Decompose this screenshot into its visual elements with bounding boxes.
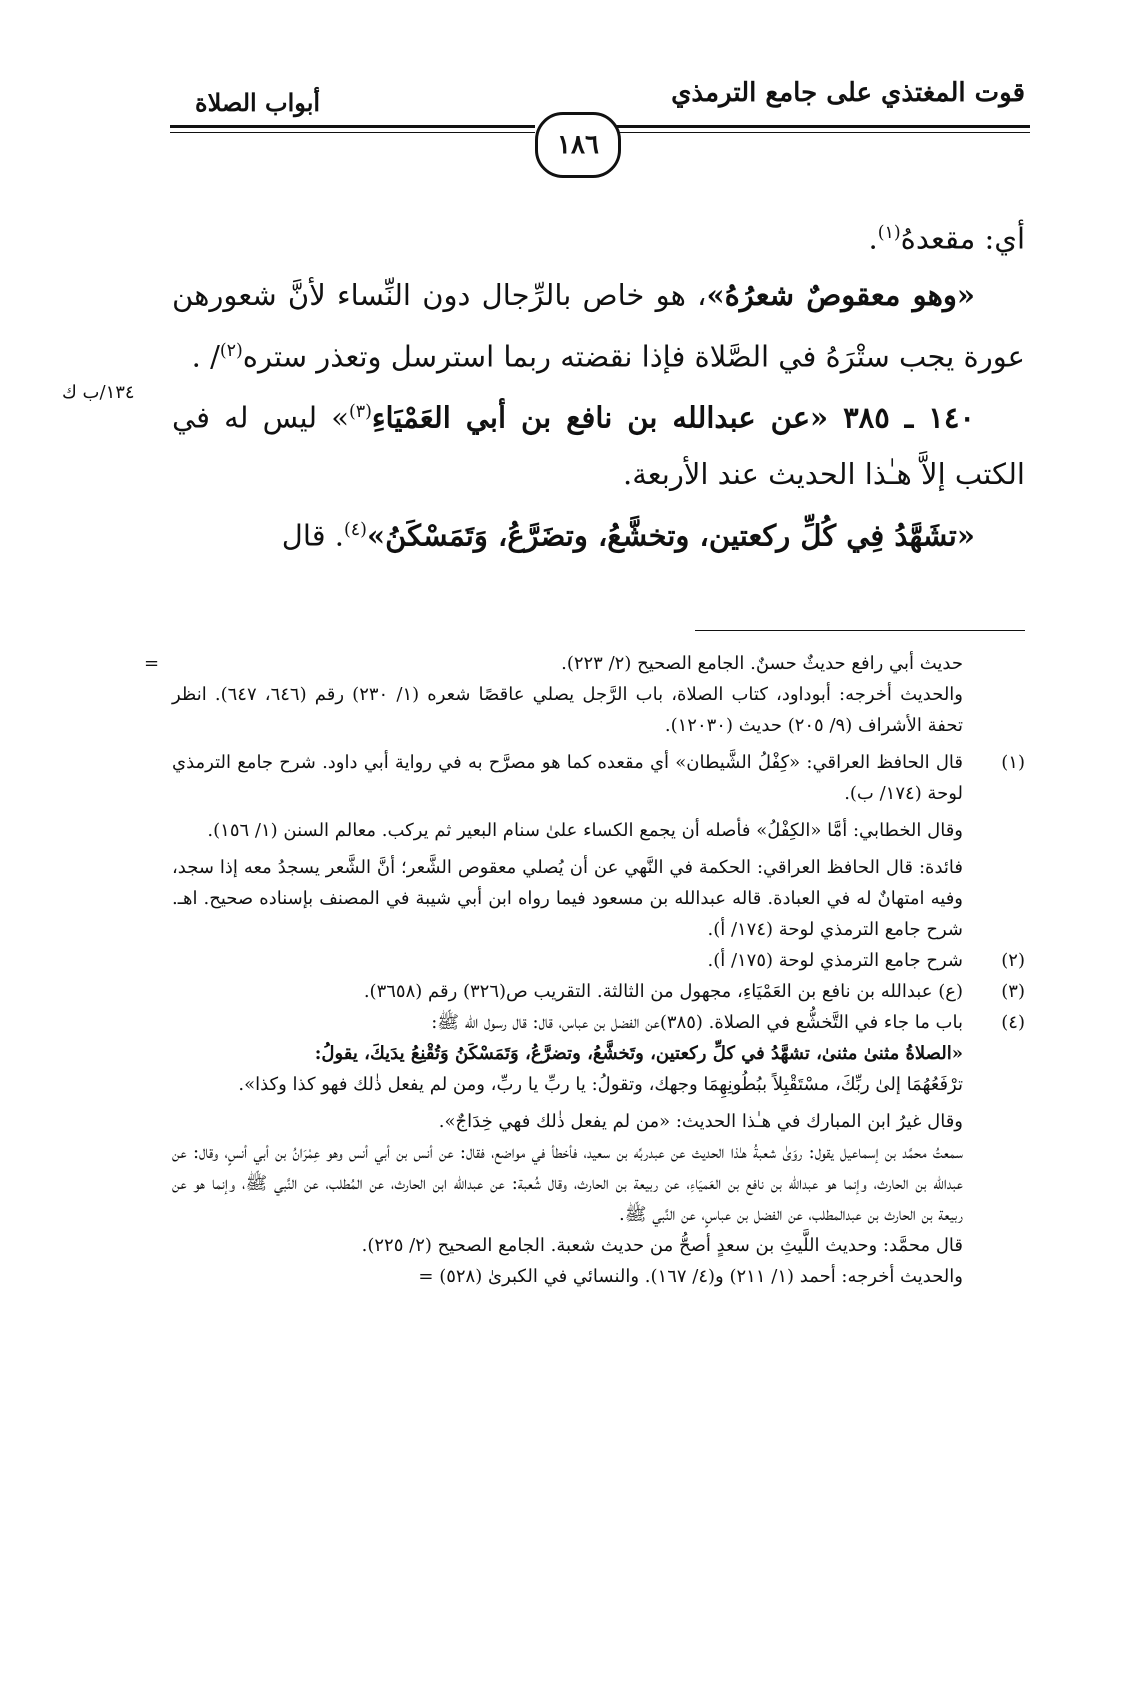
footnote-ref-3: (٣) (348, 402, 372, 423)
header-rule-right-thin (600, 132, 1030, 133)
footnotes (144, 648, 1025, 1292)
footnote-separator (695, 630, 1025, 631)
page-number: ١٨٦ (535, 112, 621, 178)
chapter-title: أبواب الصلاة (195, 88, 321, 117)
hadith-heading: ١٤٠ ـ ٣٨٥ «عن عبدالله بن نافع بن أبي العَمْيَاءِ (371, 400, 975, 435)
main-line-0: أي: مقعدهُ$^{(١)}$. (868, 221, 1025, 256)
header-rule-right (600, 125, 1030, 128)
footnote-ref-4: (٤) (344, 519, 367, 540)
margin-folio-note: ١٣٤/ب ك (62, 382, 135, 403)
running-title: قوت المغتذي على جامع الترمذي (671, 78, 1025, 108)
footnote-4-continued: وقال غيرُ ابن المبارك في هـٰذا الحديث: «من لم يفعل ذٰلك فهي خِدَاجٌ». سمعتُ محمَّد بن إسماعيل يقول: روَىٰ شعبةُ هـٰذا الحديث عن عبدربِّه بن سعيد، فأخطأ في مواضع، فقال: عن أنس بن أبي أنس وهو عِمْرَانُ بن أبي أنسٍ، وقال: عن عبدالله بن الحارث، وإنما هو عبدالله بن نافع بن العَميَاءِ، عن ربيعة بن الحارث، وقال شُعبة: عن عبدالله ابن الحارث، عن المُطلب، عن النَّبي ﷺ، وإنما هو عن ربيعة بن الحارث بن عبدالمطلب، عن الفضل بن عباسٍ، عن النَّبي ﷺ. قال محمَّد: وحديث اللَّيثِ بن سعدٍ أصحُّ من حديث شعبة. الجامع الصحيح (٢/ ٢٢٥). والحديث أخرجه: أحمد (١/ ٢١١) و(٤/ ١٦٧). والنسائي في الكبرىٰ (٥٢٨) = (172, 1111, 963, 1287)
main-paragraph-2: ١٤٠ ـ ٣٨٥ «عن عبدالله بن نافع بن أبي العَمْيَاءِ$^{(٣)}$» ليس له في الكتب إلاَّ هـٰذا الحديث عند الأربعة. (172, 400, 1025, 491)
header-rule-left-thin (170, 132, 535, 133)
header-rule-left (170, 125, 535, 128)
quoted-phrase: «وهو معقوصٌ شعرُهُ» (706, 277, 975, 312)
footnote-4: (٤) باب ما جاء في التَّخشُّع في الصلاة. (٣٨٥)عن الفضل بن عباس، قال: قال رسول الله ﷺ: «الصلاةُ مثنىٰ مثنىٰ، تشهَّدُ في كلِّ ركعتين، وتَخشَّعُ، وتضرَّعُ، وَتَمَسْكَنُ وَتُقْنِعُ يدَيكَ، يقولُ: ترْفَعُهُمَا إلىٰ ربِّكَ، مسْتَقْبِلاً ببُطُونِهِمَا وجهك، وتقولُ: يا ربِّ يا ربِّ، ومن لم يفعل ذٰلك فهو كذا وكذا». (238, 1012, 1025, 1095)
main-text (172, 205, 1025, 564)
footnote-continuation: = حديث أبي رافع حديثٌ حسنٌ. الجامع الصحيح (٢/ ٢٢٣). والحديث أخرجه: أبوداود، كتاب الصلاة، باب الرَّجل يصلي عاقصًا شعره (١/ ٢٣٠) رقم (٦٤٦، ٦٤٧). انظر تحفة الأشراف (٩/ ٢٠٥) حديث (١٢٠٣٠). (172, 648, 1025, 741)
footnote-ref-1: (١) (877, 223, 901, 243)
hadith-quote: «تشَهَّدُ فِي كُلِّ ركعتين، وتخشَّعُ، وتضَرَّعُ، وَتَمَسْكَنُ» (366, 518, 975, 553)
main-paragraph-3: «تشَهَّدُ فِي كُلِّ ركعتين، وتخشَّعُ، وتضَرَّعُ، وَتَمَسْكَنُ»$^{(٤)}$. قال (281, 518, 975, 553)
footnote-2: (٢) شرح جامع الترمذي لوحة (١٧٥/ أ). (707, 950, 1025, 971)
footnote-3: (٣) (ع) عبدالله بن نافع بن العَمْيَاءِ، مجهول من الثالثة. التقريب ص(٣٢٦) رقم (٣٦٥٨). (363, 981, 1025, 1002)
footnote-ref-2: (٢) (219, 340, 243, 361)
main-paragraph-1: «وهو معقوصٌ شعرُهُ»، هو خاص بالرِّجال دون النِّساء لأنَّ شعورهن عورة يجب ستْرَهُ في الصَّلاة فإذا نقضته ربما استرسل وتعذر ستره$^{(٢)}$/ . (172, 277, 1025, 374)
continuation-mark: = (144, 653, 160, 674)
footnote-1: (١) قال الحافظ العراقي: «كِفْلُ الشَّيطان» أي مقعده كما هو مصرَّح به في رواية أبي داود. شرح جامع الترمذي لوحة (١٧٤/ ب). وقال الخطابي: أمَّا «الكِفْلُ» فأصله أن يجمع الكساء علىٰ سنام البعير ثم يركب. معالم السنن (١/ ١٥٦). فائدة: قال الحافظ العراقي: الحكمة في النَّهي عن أن يُصلي معقوص الشَّعر؛ أنَّ الشَّعر يسجدُ معه إذا سجد، وفيه امتهانٌ له في العبادة. قاله عبدالله بن مسعود فيما رواه ابن أبي شيبة في المصنف بإسناده صحيح. اهـ. شرح جامع الترمذي لوحة (١٧٤/ أ). (172, 752, 1025, 940)
